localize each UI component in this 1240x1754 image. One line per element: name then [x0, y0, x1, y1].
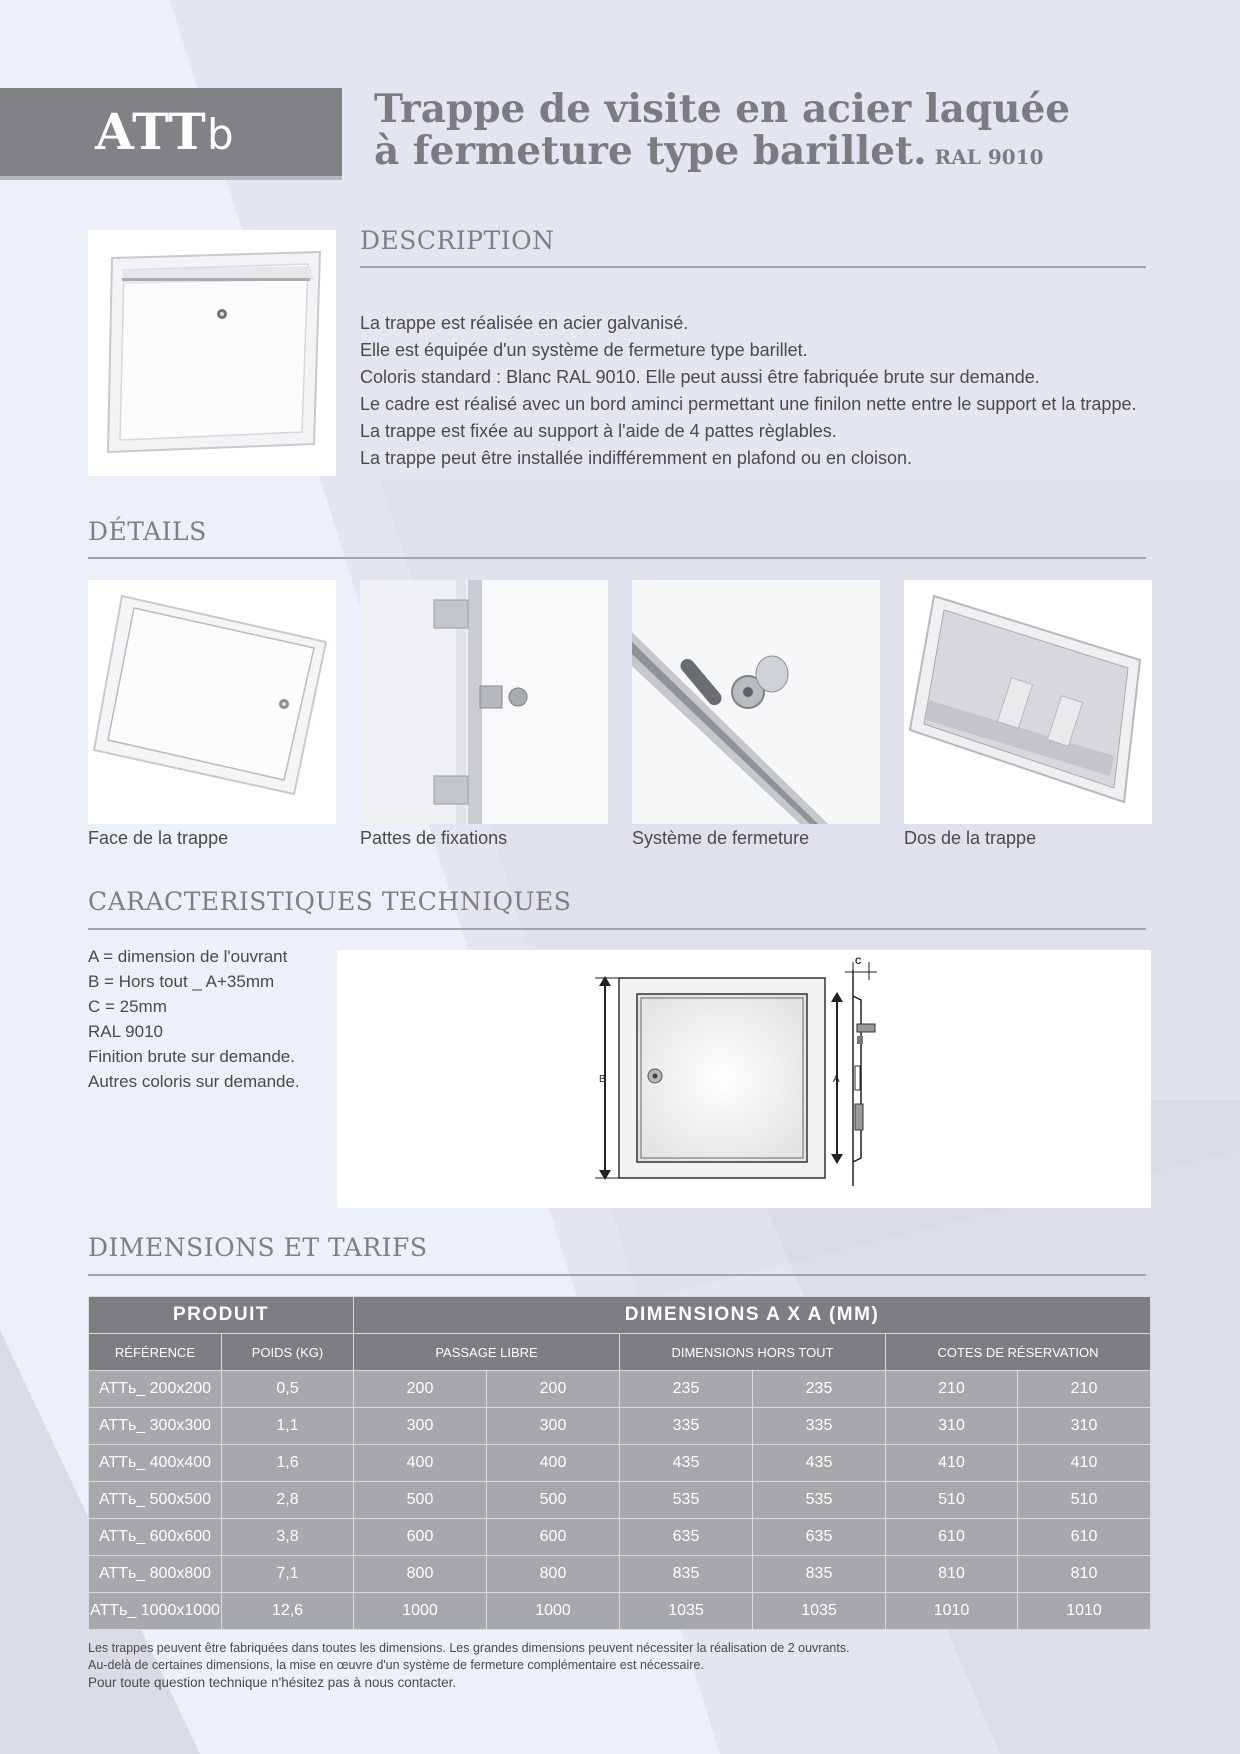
table-cell-r2: 510: [1018, 1482, 1151, 1519]
description-line: La trappe est réalisée en acier galvanisé.: [360, 313, 689, 333]
table-cell-h1: 635: [620, 1519, 753, 1556]
table-cell-p1: 1000: [354, 1593, 487, 1630]
description-line: Coloris standard : Blanc RAL 9010. Elle peut aussi être fabriquée brute sur demande.: [360, 367, 1040, 387]
footnote: Pour toute question technique n'hésitez pas à nous contacter.: [88, 1675, 457, 1690]
caption-fixing: Pattes de fixations: [360, 828, 508, 848]
spec-line: C = 25mm: [88, 997, 167, 1016]
column-header-reference: RÉFÉRENCE: [89, 1334, 222, 1371]
details-divider: [88, 557, 1146, 559]
detail-photo-lock: [632, 580, 880, 824]
table-cell-h1: 235: [620, 1371, 753, 1408]
diagram-label-b: B: [599, 1074, 606, 1085]
table-cell-ref: ATTь_ 800x800: [89, 1556, 222, 1593]
table-cell-h2: 335: [753, 1408, 886, 1445]
table-cell-r2: 1010: [1018, 1593, 1151, 1630]
table-cell-p1: 200: [354, 1371, 487, 1408]
description-line: Le cadre est réalisé avec un bord aminci permettant une finilon nette entre le support et la trappe.: [360, 394, 1137, 414]
column-header-passage: PASSAGE LIBRE: [354, 1334, 620, 1371]
dimensions-heading: DIMENSIONS ET TARIFS: [88, 1233, 428, 1262]
table-cell-r2: 310: [1018, 1408, 1151, 1445]
table-cell-p2: 600: [487, 1519, 620, 1556]
table-cell-ref: ATTь_ 200x200: [89, 1371, 222, 1408]
caption-lock: Système de fermeture: [632, 828, 810, 848]
table-cell-p2: 1000: [487, 1593, 620, 1630]
table-cell-ref: ATTь_ 500x500: [89, 1482, 222, 1519]
table-cell-poids: 12,6: [222, 1593, 354, 1630]
detail-photo-front: [88, 580, 336, 824]
table-cell-r1: 1010: [886, 1593, 1018, 1630]
table-row: [89, 1556, 1151, 1593]
table-cell-r2: 810: [1018, 1556, 1151, 1593]
table-cell-r1: 210: [886, 1371, 1018, 1408]
spec-line: A = dimension de l'ouvrant: [88, 947, 288, 966]
table-cell-poids: 2,8: [222, 1482, 354, 1519]
table-cell-h2: 635: [753, 1519, 886, 1556]
table-cell-poids: 0,5: [222, 1371, 354, 1408]
title-line-2-text: à fermeture type barillet.: [374, 128, 927, 174]
spec-line: RAL 9010: [88, 1022, 163, 1041]
footnote: Les trappes peuvent être fabriquées dans toutes les dimensions. Les grandes dimensions peuvent nécessiter la réalisation de 2 ouvrants.: [88, 1641, 850, 1655]
dimensions-divider: [88, 1274, 1146, 1276]
table-cell-p1: 400: [354, 1445, 487, 1482]
table-row: [89, 1445, 1151, 1482]
table-cell-poids: 1,1: [222, 1408, 354, 1445]
table-cell-h2: 1035: [753, 1593, 886, 1630]
table-cell-poids: 3,8: [222, 1519, 354, 1556]
table-cell-h1: 835: [620, 1556, 753, 1593]
description-heading: DESCRIPTION: [360, 226, 555, 255]
description-line: La trappe est fixée au support à l'aide de 4 pattes règlables.: [360, 421, 837, 441]
detail-photo-back: [904, 580, 1152, 824]
table-cell-h2: 535: [753, 1482, 886, 1519]
group-header-produit: PRODUIT: [89, 1297, 354, 1334]
description-line: Elle est équipée d'un système de fermeture type barillet.: [360, 340, 808, 360]
table-cell-r1: 410: [886, 1445, 1018, 1482]
table-cell-h2: 835: [753, 1556, 886, 1593]
table-cell-h2: 435: [753, 1445, 886, 1482]
footnotes: [88, 1640, 1188, 1691]
table-cell-poids: 1,6: [222, 1445, 354, 1482]
table-cell-p1: 500: [354, 1482, 487, 1519]
table-cell-p2: 200: [487, 1371, 620, 1408]
table-cell-ref: ATTь_ 300x300: [89, 1408, 222, 1445]
table-body: [89, 1371, 1151, 1630]
table-cell-r2: 410: [1018, 1445, 1151, 1482]
title-ral: RAL 9010: [934, 145, 1044, 169]
footnote: Au-delà de certaines dimensions, la mise en œuvre d'un système de fermeture complémentaire est nécessaire.: [88, 1658, 704, 1672]
spec-line: Finition brute sur demande.: [88, 1047, 295, 1066]
page-title: [374, 88, 1194, 178]
table-cell-ref: ATTь_ 400x400: [89, 1445, 222, 1482]
table-cell-p1: 600: [354, 1519, 487, 1556]
product-code-suffix: b: [207, 110, 234, 159]
table-cell-p2: 800: [487, 1556, 620, 1593]
group-header-dimensions: DIMENSIONS A X A (MM): [354, 1297, 1151, 1334]
spec-line: B = Hors tout _ A+35mm: [88, 972, 275, 991]
description-divider: [360, 266, 1146, 268]
table-row: [89, 1371, 1151, 1408]
table-cell-h1: 1035: [620, 1593, 753, 1630]
description-text: [360, 310, 1210, 472]
column-header-poids: POIDS (KG): [222, 1334, 354, 1371]
table-cell-r1: 610: [886, 1519, 1018, 1556]
table-row: [89, 1482, 1151, 1519]
table-column-header-row: [89, 1334, 1151, 1371]
caption-back: Dos de la trappe: [904, 828, 1037, 848]
spec-line: Autres coloris sur demande.: [88, 1072, 300, 1091]
table-group-header-row: [89, 1297, 1151, 1334]
description-line: La trappe peut être installée indifféremment en plafond ou en cloison.: [360, 448, 913, 468]
table-cell-h1: 535: [620, 1482, 753, 1519]
caption-front: Face de la trappe: [88, 828, 229, 848]
diagram-label-a: A: [833, 1074, 840, 1085]
dimensions-table: [88, 1296, 1151, 1630]
product-code: ATT: [95, 102, 207, 161]
table-cell-poids: 7,1: [222, 1556, 354, 1593]
table-cell-p2: 500: [487, 1482, 620, 1519]
table-cell-h2: 235: [753, 1371, 886, 1408]
table-cell-p1: 300: [354, 1408, 487, 1445]
title-line-2: [374, 130, 1194, 178]
title-line-1: Trappe de visite en acier laquée: [374, 86, 1071, 132]
product-code-badge: [0, 88, 342, 180]
technical-diagram: [337, 950, 1151, 1208]
technical-specs: [88, 944, 328, 1094]
table-row: [89, 1408, 1151, 1445]
caracteristiques-divider: [88, 928, 1146, 930]
table-cell-r1: 310: [886, 1408, 1018, 1445]
table-cell-p1: 800: [354, 1556, 487, 1593]
table-row: [89, 1519, 1151, 1556]
table-cell-r2: 210: [1018, 1371, 1151, 1408]
table-cell-h1: 335: [620, 1408, 753, 1445]
diagram-label-c: C: [855, 956, 862, 966]
table-cell-r1: 810: [886, 1556, 1018, 1593]
column-header-hors-tout: DIMENSIONS HORS TOUT: [620, 1334, 886, 1371]
table-cell-r1: 510: [886, 1482, 1018, 1519]
table-cell-h1: 435: [620, 1445, 753, 1482]
detail-photo-fixing: [360, 580, 608, 824]
table-row: [89, 1593, 1151, 1630]
product-photo: [88, 230, 336, 476]
table-cell-r2: 610: [1018, 1519, 1151, 1556]
caracteristiques-heading: CARACTERISTIQUES TECHNIQUES: [88, 887, 572, 916]
details-heading: DÉTAILS: [88, 517, 207, 546]
table-cell-p2: 300: [487, 1408, 620, 1445]
column-header-reservation: COTES DE RÉSERVATION: [886, 1334, 1151, 1371]
table-cell-ref: ATTь_ 1000x1000: [89, 1593, 222, 1630]
table-cell-ref: ATTь_ 600x600: [89, 1519, 222, 1556]
table-cell-p2: 400: [487, 1445, 620, 1482]
